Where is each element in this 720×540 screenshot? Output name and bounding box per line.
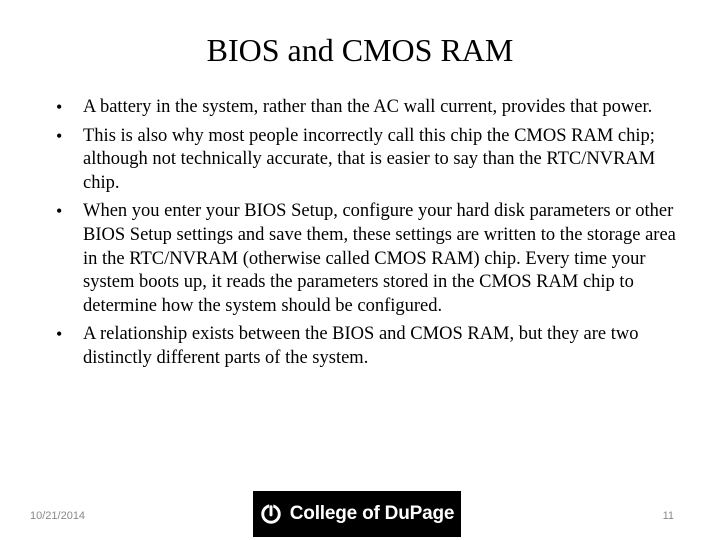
college-of-dupage-logo-icon <box>260 503 282 525</box>
college-logo <box>253 491 461 537</box>
bullet-item <box>54 200 694 318</box>
bullet-text: A battery in the system, rather than the AC wall current, provides that power. <box>83 97 653 117</box>
footer-date: 10/21/2014 <box>30 510 86 522</box>
slide-title: BIOS and CMOS RAM <box>206 32 514 68</box>
bullet-text: A relationship exists between the BIOS and CMOS RAM, but they are two distinctly different parts of the system. <box>83 324 639 368</box>
bullet-dot-icon: • <box>56 125 63 146</box>
bullet-item <box>54 323 694 370</box>
logo-text: College of DuPage <box>289 503 455 524</box>
bullet-text: This is also why most people incorrectly call this chip the CMOS RAM chip; although not technically accurate, that is easier to say than the RTC/NVRAM chip. <box>83 125 656 193</box>
bullet-dot-icon: • <box>56 97 63 117</box>
bullet-list <box>54 96 694 376</box>
bullet-item <box>54 96 694 120</box>
bullet-item <box>54 125 694 196</box>
bullet-dot-icon: • <box>56 324 63 345</box>
bullet-dot-icon: • <box>56 201 63 222</box>
page-number: 11 <box>662 510 674 522</box>
bullet-text: When you enter your BIOS Setup, configure your hard disk parameters or other BIOS Setup settings and save them, these settings are written to the storage area in the RTC/NVRAM (otherwise called CMOS RAM) chip. Every time your system boots up, it reads the parameters stored in the CMOS RAM chip to determine how the system should be configured. <box>83 201 676 316</box>
